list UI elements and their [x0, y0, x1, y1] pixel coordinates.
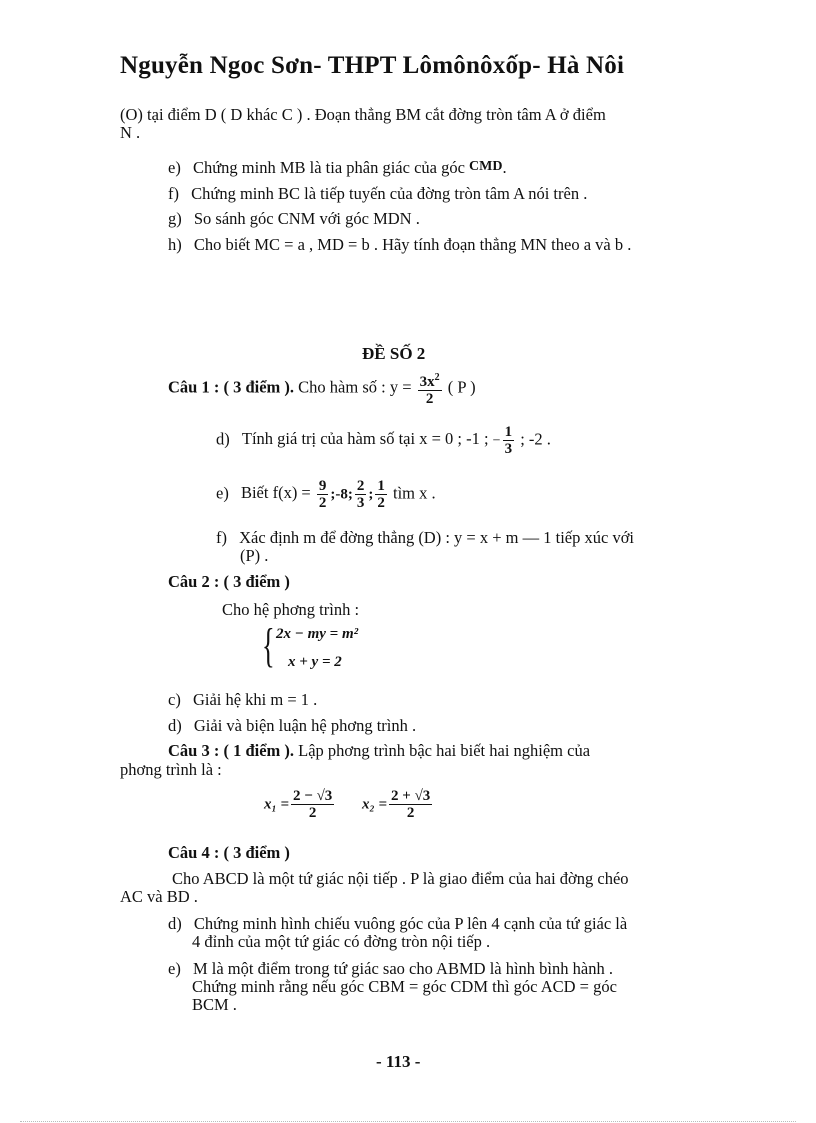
frac-a: [317, 478, 329, 511]
cau4-title: Câu 4 : ( 3 điểm ): [168, 843, 290, 862]
intro-line-2: N .: [120, 123, 141, 142]
cau1-item-e: [216, 478, 436, 511]
cau3-line1: [168, 742, 590, 760]
cau3-text: Lập phơng trình bậc hai biết hai nghiệm của: [294, 741, 591, 760]
cau1-text: Cho hàm số : y =: [294, 377, 416, 397]
page-number: - 113 -: [376, 1052, 421, 1071]
cau1-heading: [168, 370, 476, 407]
frac-numerator: 2: [356, 478, 365, 494]
equation-system: [262, 619, 382, 676]
item-text: Chứng minh hình chiếu vuông góc của P lên 4 cạnh của tứ giác là: [193, 914, 628, 933]
item-tail: ; -2 .: [516, 429, 551, 449]
cau1-title: Câu 1 : ( 3 điểm ).: [168, 377, 295, 397]
frac-denominator: 3: [356, 495, 365, 511]
item-h-top: [168, 236, 631, 254]
frac-numerator: 2 − √3: [293, 788, 333, 804]
item-label: d): [168, 716, 182, 735]
frac-numerator: 2 + √3: [391, 788, 431, 804]
intro-line-1: (O) tại điểm D ( D khác C ) . Đoạn thẳng BM cắt đờng tròn tâm A ở điểm: [120, 105, 606, 124]
item-e-top: [168, 158, 507, 177]
item-text: Biết f(x) =: [240, 483, 315, 503]
item-label: g): [168, 209, 182, 228]
item-label: c): [168, 690, 181, 709]
item-label: f): [216, 528, 227, 547]
page-header: Nguyễn Ngoc Sơn- THPT Lômônôxốp- Hà Nôi: [120, 52, 625, 79]
item-text: Giải và biện luận hệ phơng trình .: [193, 716, 417, 735]
cau1-fraction: [418, 370, 442, 407]
cau1-d-fraction: [503, 424, 515, 457]
frac-denominator: 2: [425, 391, 434, 407]
cau4-line2: AC và BD .: [120, 887, 198, 906]
item-label: e): [216, 483, 229, 503]
cau1-tail: ( P ): [443, 377, 476, 397]
cau4-item-e-line3: BCM .: [192, 995, 237, 1014]
item-tail: .: [502, 158, 507, 177]
frac-c: [375, 478, 387, 511]
cau1-item-f-line2: (P) .: [240, 546, 269, 565]
cau2-item-d: [168, 716, 416, 736]
item-text: Tính giá trị của hàm số tại x = 0 ; -1 ;: [241, 429, 493, 449]
cau2-item-c: [168, 690, 317, 710]
item-label: e): [168, 959, 181, 978]
root-x2: [362, 788, 434, 821]
cau4-item-d: [168, 915, 627, 933]
item-text: Xác định m để đờng thẳng (D) : y = x + m — 1 tiếp xúc với: [239, 528, 634, 547]
frac-numerator: 1: [377, 478, 385, 494]
angle-label: CMD: [469, 159, 503, 174]
root-x1-fraction: [291, 788, 334, 821]
cau2-intro: Cho hệ phơng trình :: [222, 600, 360, 619]
item-text: Chứng minh MB là tia phân giác của góc: [192, 158, 470, 177]
item-text: So sánh góc CNM với góc MDN .: [193, 209, 420, 228]
item-text: Giải hệ khi m = 1 .: [192, 690, 318, 709]
cau1-item-d: d) Tính giá trị của hàm số tại x = 0 ; -1 ; − $\frac{1}{3}$ ; -2 .: [216, 424, 551, 457]
separator: ;-8;: [330, 486, 353, 503]
cau2-title: Câu 2 : ( 3 điểm ): [168, 572, 290, 591]
frac-denominator: 3: [504, 441, 513, 457]
frac-denominator: 2: [308, 805, 317, 821]
item-text: Chứng minh BC là tiếp tuyến của đờng tròn tâm A nói trên .: [191, 184, 588, 203]
cau4-item-d-line2: 4 đỉnh của một tứ giác có đờng tròn nội tiếp .: [192, 932, 491, 951]
cau4-line1: Cho ABCD là một tứ giác nội tiếp . P là giao điểm của hai đờng chéo: [172, 869, 629, 888]
root-label: x₁ =: [264, 796, 290, 813]
item-label: h): [168, 235, 182, 254]
root-x2-fraction: [389, 788, 432, 821]
root-x1: [264, 788, 336, 821]
cau3-line2: phơng trình là :: [120, 760, 222, 779]
item-f-top: [168, 185, 587, 203]
item-label: d): [168, 914, 182, 933]
item-label: d): [216, 429, 230, 449]
item-g-top: [168, 210, 420, 228]
item-text: Cho biết MC = a , MD = b . Hãy tính đoạn thẳng MN theo a và b .: [193, 235, 632, 254]
exam-title: ĐỀ SỐ 2: [362, 344, 426, 363]
frac-b: [355, 478, 367, 511]
equation-2: x + y = 2: [288, 654, 342, 670]
cau4-item-e-line2: Chứng minh rằng nếu góc CBM = góc CDM thì góc ACD = góc: [192, 977, 617, 996]
frac-exponent: 2: [434, 372, 440, 383]
item-tail: tìm x .: [388, 483, 436, 503]
frac-denominator: 2: [406, 805, 415, 821]
item-label: f): [168, 184, 179, 203]
equation-1: 2x − my = m²: [276, 626, 359, 642]
cau3-title: Câu 3 : ( 1 điểm ).: [168, 741, 295, 760]
separator: ;: [368, 486, 374, 503]
item-text: M là một điểm trong tứ giác sao cho ABMD là hình bình hành .: [192, 959, 613, 978]
frac-numerator: 9: [318, 478, 327, 494]
item-label: e): [168, 158, 181, 177]
frac-numerator: 3x: [419, 374, 435, 390]
cau4-item-e: [168, 960, 613, 978]
frac-numerator: 1: [504, 424, 513, 440]
cau1-item-f: [216, 529, 634, 547]
brace-icon: {: [262, 619, 275, 672]
frac-denominator: 2: [318, 495, 327, 511]
frac-denominator: 2: [377, 495, 385, 511]
root-label: x₂ =: [362, 796, 388, 813]
footer-divider: [20, 1121, 796, 1122]
